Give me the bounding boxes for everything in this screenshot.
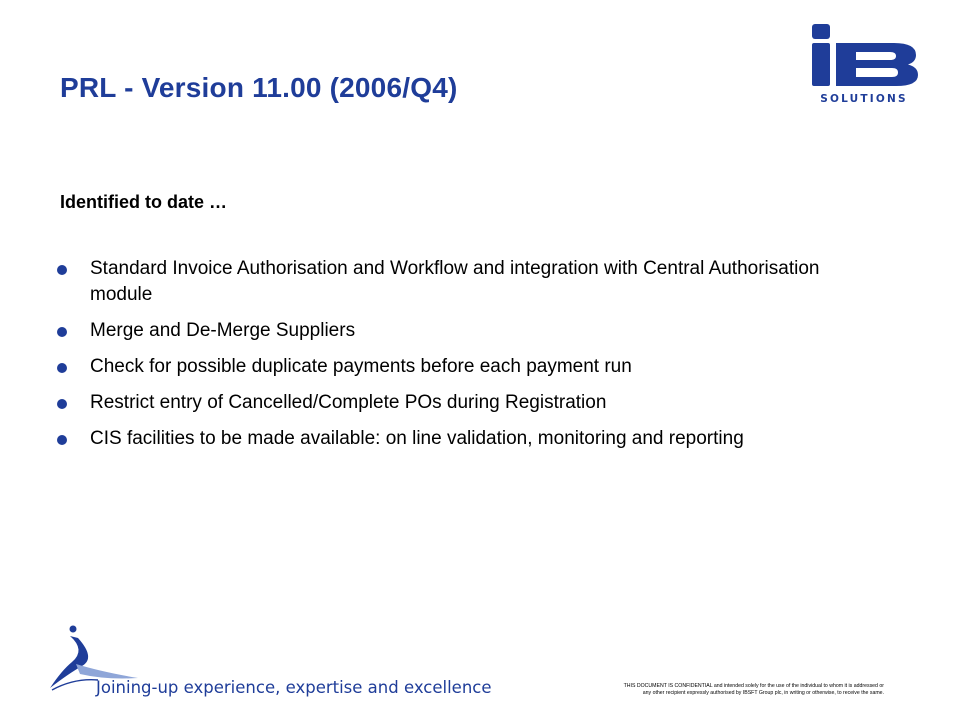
bullet-text: Restrict entry of Cancelled/Complete POs during Registration xyxy=(90,392,607,413)
bullet-item xyxy=(56,354,856,380)
bullet-item xyxy=(56,426,856,452)
bullet-item xyxy=(56,318,856,344)
ib-solutions-logo xyxy=(806,22,922,106)
bullet-dot-icon xyxy=(57,265,67,275)
slide-title: PRL - Version 11.00 (2006/Q4) xyxy=(60,72,458,103)
bullet-dot-icon xyxy=(57,327,67,337)
bullet-text: Standard Invoice Authorisation and Workflow and integration with Central Authorisation module xyxy=(90,258,820,305)
bullet-list xyxy=(56,256,856,462)
confidentiality-disclaimer xyxy=(484,683,884,697)
logo-subtext: SOLUTIONS xyxy=(820,93,908,105)
section-subheading: Identified to date … xyxy=(60,192,228,212)
disclaimer-line: THIS DOCUMENT IS CONFIDENTIAL and intended solely for the use of the individual to whom it is addressed or xyxy=(623,683,884,689)
bullet-item xyxy=(56,390,856,416)
bullet-text: Merge and De-Merge Suppliers xyxy=(90,320,356,341)
disclaimer-line: any other recipient expressly authorised by IBSFT Group plc, in writing or otherwise, to receive the same. xyxy=(642,690,884,696)
bullet-dot-icon xyxy=(57,435,67,445)
bullet-dot-icon xyxy=(57,363,67,373)
footer-tagline: Joining-up experience, expertise and excellence xyxy=(96,678,492,697)
bullet-dot-icon xyxy=(57,399,67,409)
bullet-item xyxy=(56,256,856,308)
bullet-text: Check for possible duplicate payments before each payment run xyxy=(90,356,632,377)
bullet-text: CIS facilities to be made available: on line validation, monitoring and reporting xyxy=(90,428,744,449)
